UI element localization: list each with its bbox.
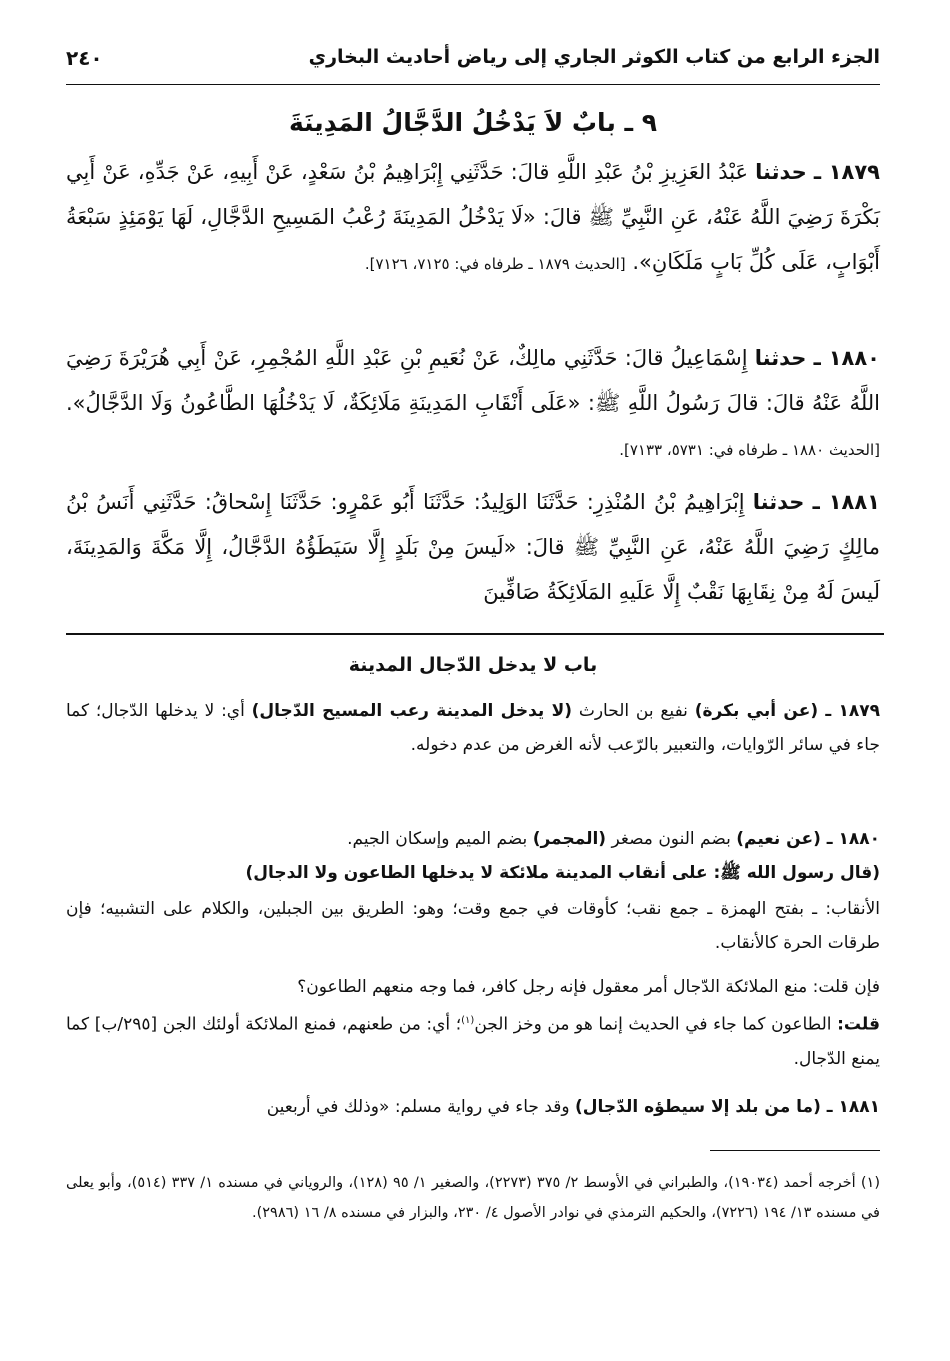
sharh-lemma: (قال رسول الله ﷺ: على أنقاب المدينة ملائكة لا يدخلها الطاعون ولا الدجال) [245, 863, 880, 883]
hadith-ref: [الحديث ١٨٧٩ ـ طرفاه في: ٧١٢٥، ٧١٢٦]. [364, 255, 626, 273]
hadith-number: ١٨٨٠ ـ [813, 346, 880, 370]
sharh-text: الأنقاب: ـ بفتح الهمزة ـ جمع نقب؛ كأوقات في جمع وقت؛ وهو: الطريق بين الجبلين، والكلام على التشبيه؛ فإن طرقات الحرة كالأنقاب. [66, 899, 880, 953]
hadith-number: ١٨٧٩ ـ [813, 160, 880, 184]
hadith-text: إِسْمَاعِيلُ قالَ: حَدَّثَنِي مالِكٌ، عَنْ نُعَيمِ بْنِ عَبْدِ اللَّهِ المُجْمِرِ، عَنْ أَبِي هُرَيْرَةَ رَضِيَ اللَّهُ عَنْهُ قالَ: قالَ رَسُولُ اللَّهِ ﷺ: «عَلَى أَنْقَابِ المَدِينَةِ مَلَائِكَةٌ، لَا يَدْخُلُهَا الطَّاعُونُ وَلَا الدَّجَّالُ». [66, 346, 880, 415]
sharh-text: ؛ أي: من طعنهم، فمنع الملائكة أولئك الجن [٢٩٥/ب] كما يمنع الدّجال. [66, 1014, 880, 1069]
sharh-text: بضم النون مصغر [611, 829, 731, 849]
sharh-text: نفيع بن الحارث [578, 701, 688, 721]
sharh-lemma: ١٨٨١ ـ (ما من بلد إلا سيطؤه الدّجال) [575, 1097, 880, 1117]
sharh-lemma: ١٨٧٩ ـ (عن أبي بكرة) [694, 701, 881, 721]
hadith-1879 [66, 150, 880, 287]
sharh-heading: باب لا يدخل الدّجال المدينة [348, 654, 598, 676]
hadith-number: ١٨٨١ ـ [812, 490, 880, 514]
sharh-lemma: قلت: [837, 1014, 880, 1035]
sharh-qult [66, 970, 880, 1076]
hadith-1881 [66, 480, 880, 615]
running-head-title: الجزء الرابع من كتاب الكوثر الجاري إلى رياض أحاديث البخاري [308, 46, 880, 68]
hadith-1880 [66, 336, 880, 473]
footnote-rule [710, 1150, 880, 1151]
sharh-lemma: (لا يدخل المدينة رعب المسيح الدّجال) [251, 701, 573, 721]
sharh-text: الطاعون كما جاء في الحديث إنما هو من وخز الجن [474, 1014, 832, 1035]
sharh-text: فإن قلت: منع الملائكة الدّجال أمر معقول فإنه رجل كافر، فما وجه منعهم الطاعون؟ [297, 977, 880, 997]
sharh-lemma: (المجمر) [532, 829, 607, 849]
section-divider [66, 633, 884, 635]
sharh-1880 [66, 822, 880, 856]
sharh-text: وقد جاء في رواية مسلم: «وذلك في أربعين [266, 1097, 570, 1117]
footnote-marker[interactable]: (١) [461, 1015, 475, 1026]
page-number: ٢٤٠ [66, 46, 103, 70]
haddathana: حدثنا [754, 346, 807, 370]
hadith-ref: [الحديث ١٨٨٠ ـ طرفاه في: ٥٧٣١، ٧١٣٣]. [619, 441, 880, 459]
haddathana: حدثنا [755, 160, 807, 184]
hadith-text: إِبْرَاهِيمُ بْنُ المُنْذِرِ: حَدَّثَنَا الوَلِيدُ: حَدَّثَنَا أَبُو عَمْرٍو: حَدَّثَنَا إِسْحاقُ: حَدَّثَنِي أَنَسُ بْنُ مالِكٍ رَضِيَ اللَّهُ عَنْهُ، عَنِ النَّبِيِّ ﷺ قالَ: «لَيسَ مِنْ بَلَدٍ إِلَّا سَيَطَؤُهُ الدَّجَّالُ، إِلَّا مَكَّةَ وَالمَدِينَةَ، لَيسَ لَهُ مِنْ نِقَابِهَا نَقْبٌ إِلَّا عَلَيهِ المَلَائِكَةُ صَافِّينَ [66, 490, 880, 604]
sharh-1881 [66, 1090, 880, 1124]
sharh-anqab [66, 892, 880, 960]
footnote-1: (١) أخرجه أحمد (١٩٠٣٤)، والطبراني في الأوسط ٢/ ٣٧٥ (٢٢٧٣)، والصغير ١/ ٩٥ (١٢٨)، والروياني في مسنده ١/ ٣٣٧ (٥١٤)، وأبو يعلى في مسنده ١٣/ ١٩٤ (٧٢٢٦)، والحكيم الترمذي في نوادر الأصول ٤/ ٢٣٠، والبزار في مسنده ٨/ ١٦ (٢٩٨٦). [66, 1175, 880, 1221]
sharh-lemma: ١٨٨٠ ـ (عن نعيم) [736, 829, 880, 849]
sharh-text: بضم الميم وإسكان الجيم. [347, 829, 528, 849]
chapter-heading: ٩ ـ بابٌ لاَ يَدْخُلُ الدَّجَّالُ المَدِينَةَ [288, 108, 658, 137]
sharh-1879 [66, 694, 880, 762]
running-head [66, 40, 880, 85]
sharh-text: أي: لا يدخلها الدّجال؛ كما جاء في سائر الرّوايات، والتعبير بالرّعب لأنه الغرض من عدم دخوله. [66, 701, 880, 755]
sharh-qala [66, 856, 880, 890]
haddathana: حدثنا [752, 490, 805, 514]
hadith-text: عَبْدُ العَزِيزِ بْنُ عَبْدِ اللَّهِ قالَ: حَدَّثَنِي إِبْرَاهِيمُ بْنُ سَعْدٍ، عَنْ أَبِيهِ، عَنْ جَدِّهِ، عَنْ أَبِي بَكْرَةَ رَضِيَ اللَّهُ عَنْهُ، عَنِ النَّبِيِّ ﷺ قالَ: «لَا يَدْخُلُ المَدِينَةَ رُعْبُ المَسِيحِ الدَّجَّالِ، لَهَا يَوْمَئِذٍ سَبْعَةُ أَبْوَابٍ، عَلَى كُلِّ بَابٍ مَلَكَانِ». [66, 160, 880, 274]
